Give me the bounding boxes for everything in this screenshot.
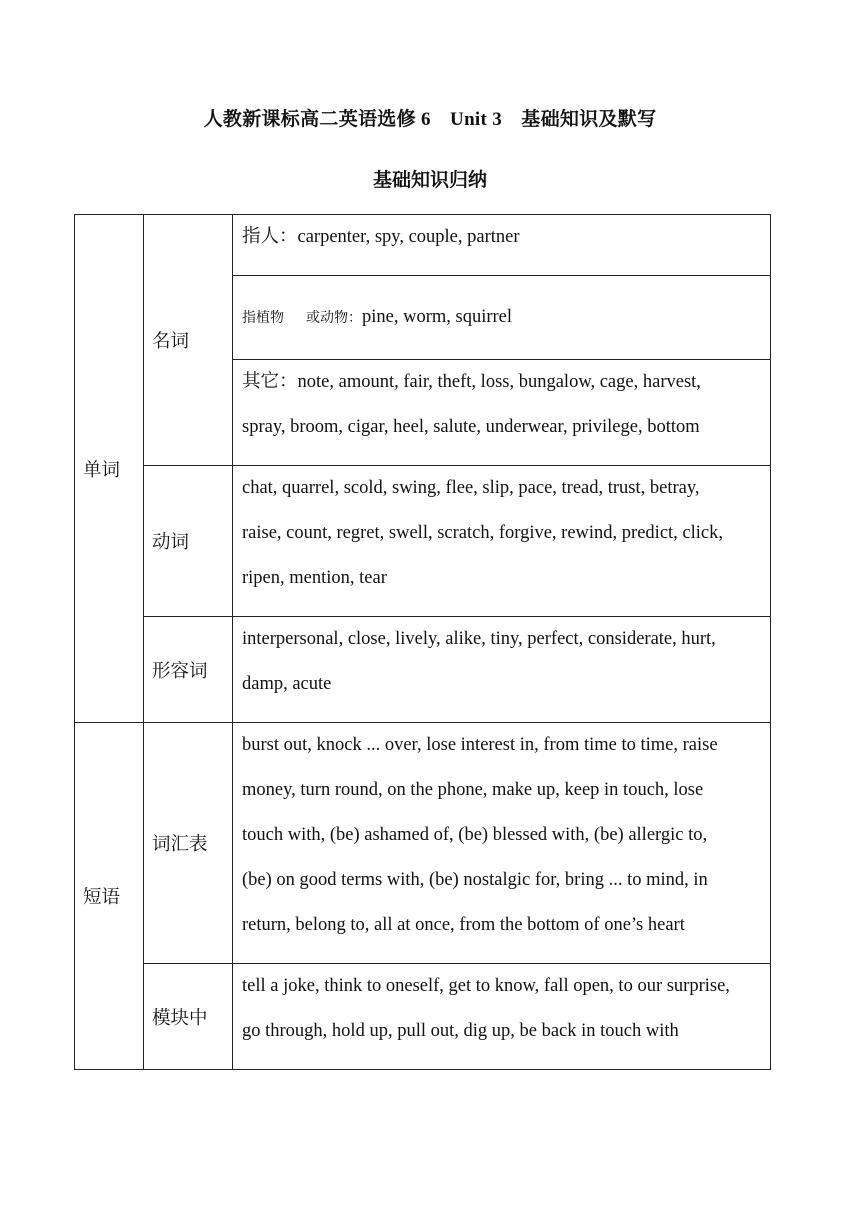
vocab-phrases-line: (be) on good terms with, (be) nostalgic for, bring ... to mind, in <box>242 870 708 890</box>
subcategory-module: 模块中 <box>144 964 233 1070</box>
section-title: 基础知识归纳 <box>372 170 487 191</box>
module-phrases-cell <box>233 964 771 1070</box>
module-phrases-line: tell a joke, think to oneself, get to know, fall open, to our surprise, <box>242 976 730 996</box>
category-phrases: 短语 <box>75 723 144 1070</box>
verbs-line: ripen, mention, tear <box>242 568 387 588</box>
nouns-others-cell <box>233 360 771 466</box>
vocab-phrases-line: burst out, knock ... over, lose interest in, from time to time, raise <box>242 735 718 755</box>
nouns-others-line: 其它：note, amount, fair, theft, loss, bungalow, cage, harvest, <box>242 372 701 392</box>
subcategory-nouns: 名词 <box>144 215 233 466</box>
vocab-phrases-line: touch with, (be) ashamed of, (be) blessed with, (be) allergic to, <box>242 825 708 845</box>
nouns-people-cell <box>233 215 771 276</box>
verbs-line: raise, count, regret, swell, scratch, forgive, rewind, predict, click, <box>242 523 723 543</box>
verbs-cell <box>233 466 771 617</box>
nouns-people-line: 指人：carpenter, spy, couple, partner <box>242 227 520 247</box>
category-words: 单词 <box>75 215 144 723</box>
adjectives-line: damp, acute <box>242 674 332 694</box>
adjectives-line: interpersonal, close, lively, alike, tiny, perfect, considerate, hurt, <box>242 629 716 649</box>
nouns-plants-prefix-b: 或动物： <box>306 310 362 326</box>
adjectives-cell <box>233 617 771 723</box>
vocab-phrases-line: money, turn round, on the phone, make up, keep in touch, lose <box>242 780 704 800</box>
verbs-line: chat, quarrel, scold, swing, flee, slip, pace, tread, trust, betray, <box>242 478 700 498</box>
nouns-plants-cell <box>233 276 771 360</box>
vocab-phrases-cell <box>233 723 771 964</box>
document-title: 人教新课标高二英语选修 6 Unit 3 基础知识及默写 <box>203 109 657 130</box>
subcategory-vocab: 词汇表 <box>144 723 233 964</box>
subcategory-adjectives: 形容词 <box>144 617 233 723</box>
nouns-plants-words: pine, worm, squirrel <box>362 306 513 327</box>
nouns-plants-prefix-a: 指植物 <box>242 310 284 326</box>
nouns-others-line: spray, broom, cigar, heel, salute, underwear, privilege, bottom <box>242 417 700 437</box>
vocabulary-table <box>74 214 771 1070</box>
module-phrases-line: go through, hold up, pull out, dig up, be back in touch with <box>242 1021 679 1041</box>
subcategory-verbs: 动词 <box>144 466 233 617</box>
vocab-phrases-line: return, belong to, all at once, from the bottom of one’s heart <box>242 915 685 935</box>
